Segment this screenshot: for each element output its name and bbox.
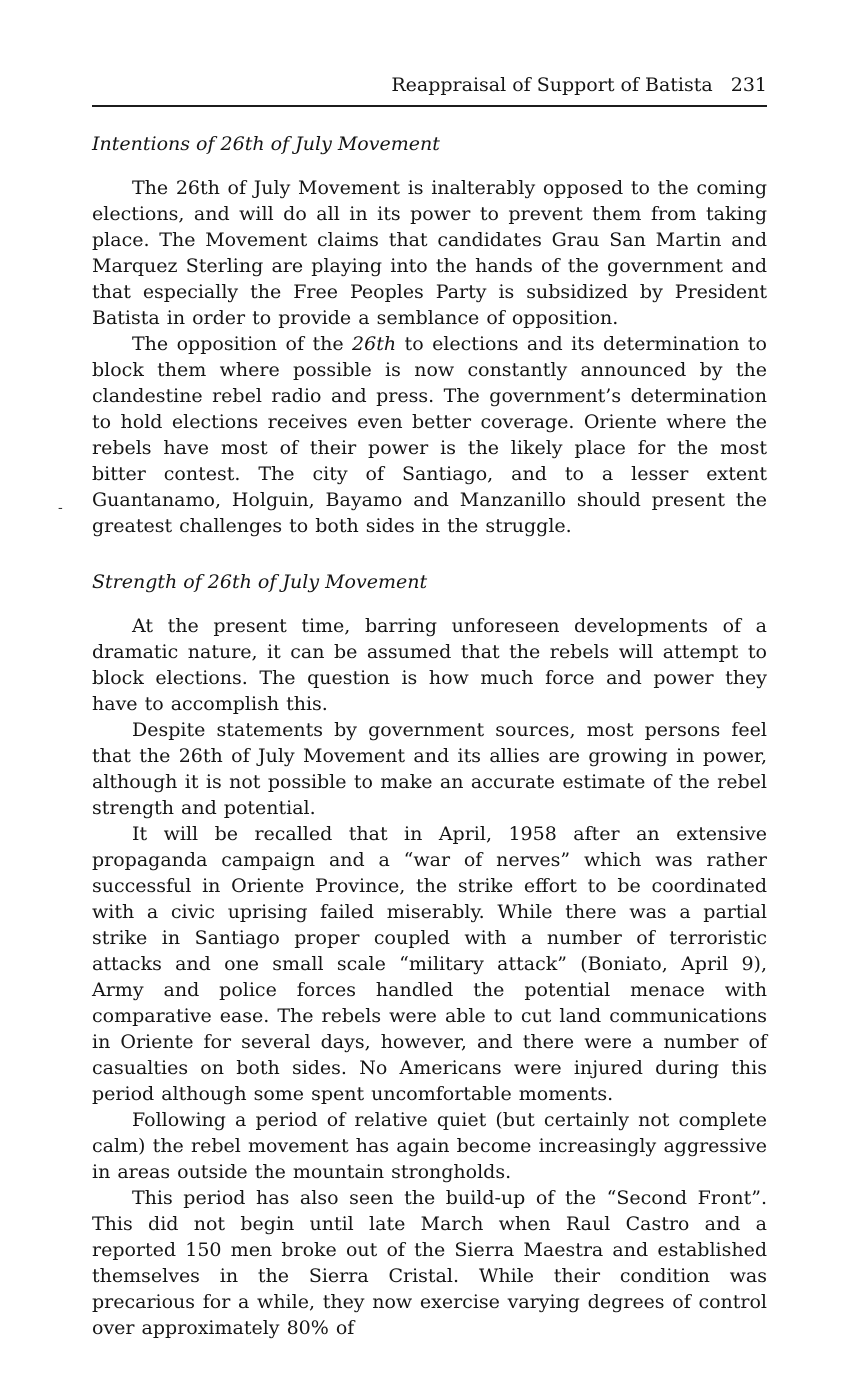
margin-mark: - bbox=[58, 500, 63, 516]
running-title: Reappraisal of Support of Batista bbox=[391, 74, 713, 96]
page-header bbox=[92, 74, 767, 107]
paragraph: Despite statements by government sources, most persons feel that the 26th of July Movement and its allies are growing in power, although it is not possible to make an accurate estimate of the rebel strength and potential. bbox=[92, 719, 767, 819]
section-heading-strength: Strength of 26th of July Movement bbox=[92, 571, 428, 593]
paragraph: Following a period of relative quiet (but certainly not complete calm) the rebel movement has again become increasingly aggressive in areas outside the mountain strongholds. bbox=[92, 1109, 767, 1183]
page-number: 231 bbox=[730, 74, 767, 96]
paragraph: This period has also seen the build-up of the “Second Front”. This did not begin until late March when Raul Castro and a reported 150 men broke out of the Sierra Maestra and established themselves in the Sierra Cristal. While their condition was precarious for a while, they now exercise varying degrees of control over approximately 80% of bbox=[92, 1187, 767, 1339]
page-body bbox=[92, 133, 767, 1341]
paragraph: The 26th of July Movement is inalterably opposed to the coming elections, and will do all in its power to prevent them from taking place. The Movement claims that candidates Grau San Martin and Marquez Sterling are playing into the hands of the government and that especially the Free Peoples Party is subsidized by President Batista in order to provide a semblance of opposition. bbox=[92, 177, 767, 329]
paragraph: At the present time, barring unforeseen developments of a dramatic nature, it can be assumed that the rebels will attempt to block elections. The question is how much force and power they have to accomplish this. bbox=[92, 615, 767, 715]
paragraph: The opposition of the 26th to elections and its determination to block them where possible is now constantly announced by the clandestine rebel radio and press. The government’s determination to hold elections receives even better coverage. Oriente where the rebels have most of their power is the likely place for the most bitter contest. The city of Santiago, and to a lesser extent Guantanamo, Holguin, Bayamo and Manzanillo should present the greatest challenges to both sides in the struggle. bbox=[92, 333, 767, 537]
section-heading-intentions: Intentions of 26th of July Movement bbox=[92, 133, 440, 155]
paragraph: It will be recalled that in April, 1958 after an extensive propaganda campaign and a “war of nerves” which was rather successful in Oriente Province, the strike effort to be coordinated with a civic uprising failed miserably. While there was a partial strike in Santiago proper coupled with a number of terroristic attacks and one small scale “military attack” (Boniato, April 9), Army and police forces handled the potential menace with comparative ease. The rebels were able to cut land communications in Oriente for several days, however, and there were a number of casualties on both sides. No Americans were injured during this period although some spent uncomfortable moments. bbox=[92, 823, 767, 1105]
